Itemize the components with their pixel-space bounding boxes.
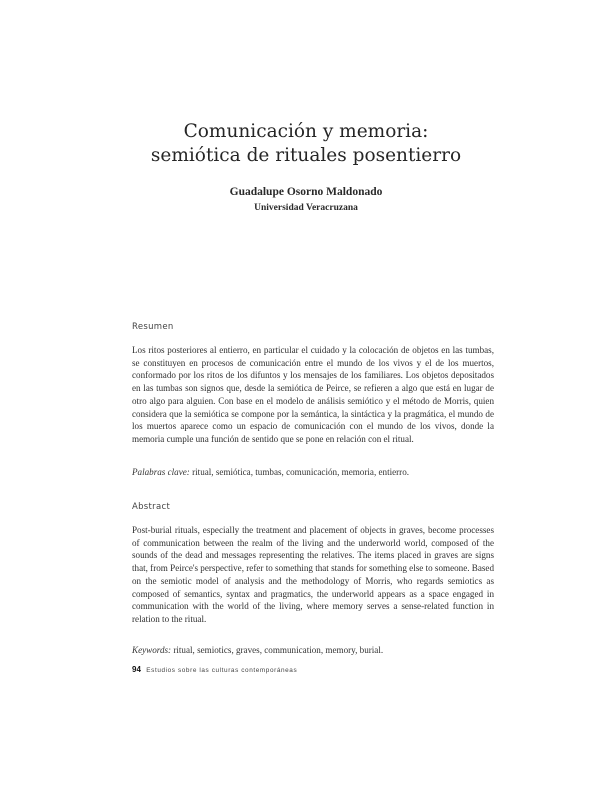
resumen-heading: Resumen [132,322,174,332]
abstract-heading: Abstract [132,502,171,512]
page-number: 94 [132,665,141,674]
abstract-text: Post-burial rituals, especially the treatment and placement of objects in graves, become processes of communication between the realm of the living and the underworld world, composed of the sounds of the dead and messages representing the relatives. The items placed in graves are signs that, from Peirce's perspective, refer to something that stands for something else to someone. Based on the semiotic model of analysis and the methodology of Morris, who regards semiotics as composed of semantics, syntax and pragmatics, the underworld appears as a space engaged in communication with the world of the living, where memory serves a sense-related function in relation to the ritual. [132,525,495,624]
page-footer [132,665,297,674]
author-affiliation: Universidad Veracruzana [254,203,358,213]
abstract-keywords-values: ritual, semiotics, graves, communication, memory, burial. [171,645,384,655]
title-line-1: Comunicación y memoria: [183,121,429,142]
author-block [96,185,516,215]
article-title [96,120,516,168]
resumen-keywords-label: Palabras clave: [132,467,190,477]
title-line-2: semiótica de rituales posentierro [150,145,462,166]
abstract-keywords-label: Keywords: [132,645,172,655]
resumen-keywords-values: ritual, semiótica, tumbas, comunicación, memoria, entierro. [189,467,410,477]
resumen-text: Los ritos posteriores al entierro, en particular el cuidado y la colocación de objetos en las tumbas, se constituyen en procesos de comunicación entre el mundo de los vivos y el de los muertos, conformado por los ritos de los difuntos y los mensajes de los familiares. Los objetos depositados en las tumbas son signos que, desde la semiótica de Peirce, se refieren a algo que está en lugar de otro algo para alguien. Con base en el modelo de análisis semiótico y el método de Morris, quien considera que la semiótica se compone por la semántica, la sintáctica y la pragmática, el mundo de los muertos aparece como un espacio de comunicación con el mundo de los vivos, donde la memoria cumple una función de sentido que se pone en relación con el ritual. [132,345,494,444]
resumen-keywords [132,466,494,478]
abstract-keywords [132,644,494,656]
author-name: Guadalupe Osorno Maldonado [229,186,383,198]
running-footer: Estudios sobre las culturas contemporáneas [146,667,298,674]
